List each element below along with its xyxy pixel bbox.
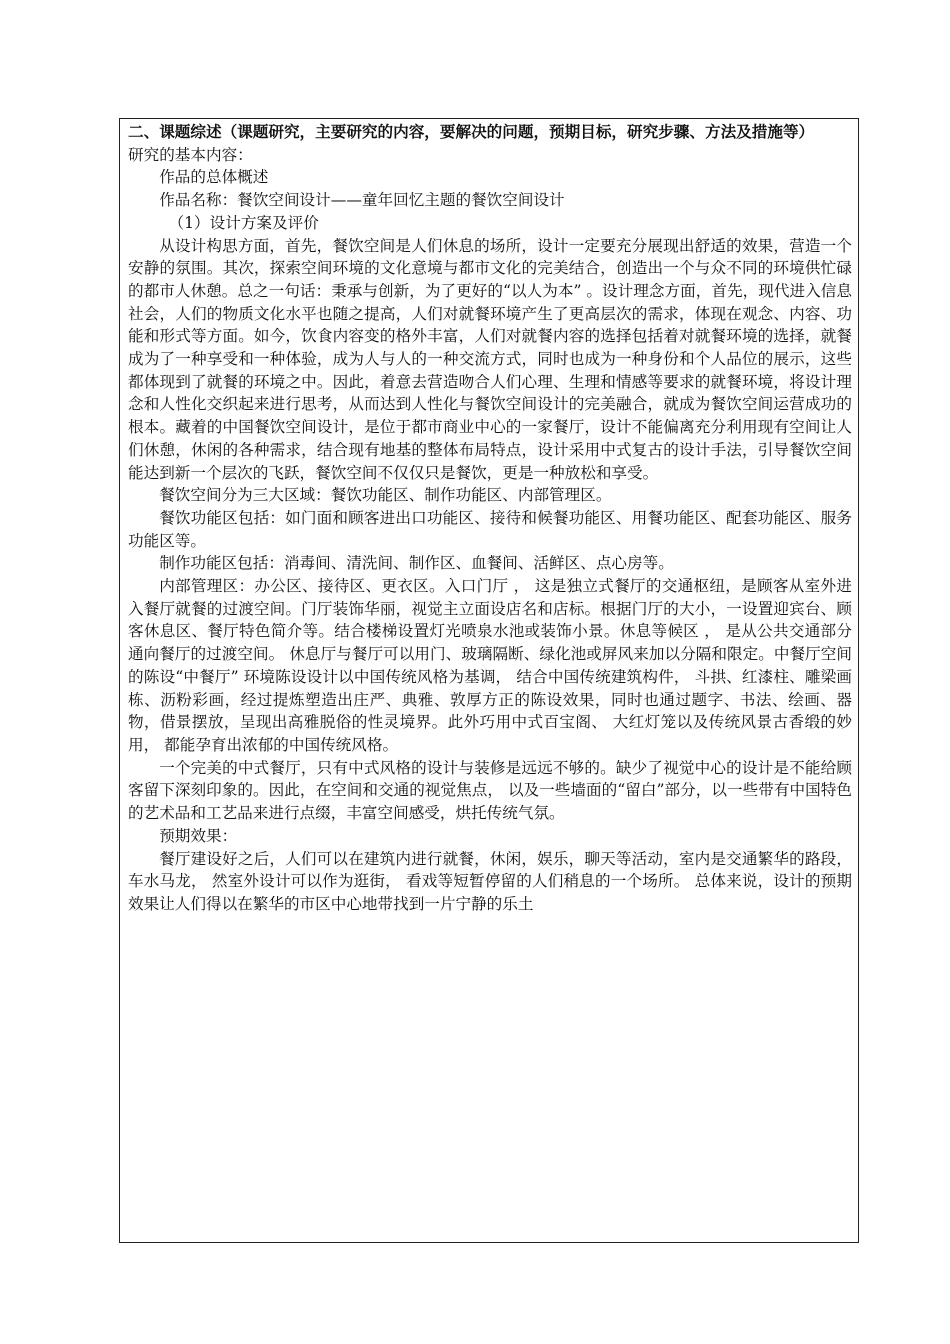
paragraph-production-zone: 制作功能区包括：消毒间、清洗间、制作区、血餐间、活鲜区、点心房等。	[159, 554, 674, 573]
document-content	[128, 121, 852, 916]
paragraph-design-concept: 从设计构思方面，首先，餐饮空间是人们休息的场所，设计一定要充分展现出舒适的效果，营造一个安静的氛围。其次，探索空间环境的文化意境与都市文化的完美结合，创造出一个与众不同的环境供忙碌的都市人休憩。总之一句话：秉承与创新，为了更好的“以人为本” 。设计理念方面，首先，现代进入信息社会，人们的物质文化水平也随之提高，人们对就餐环境产生了更高层次的需求，体现在观念、内容、功能和形式等方面。如今，饮食内容变的格外丰富，人们对就餐内容的选择包括着对就餐环境的选择，就餐成为了一种享受和一种体验，成为人与人的一种交流方式，同时也成为一种身份和个人品位的展示，这些都体现到了就餐的环境之中。因此，着意去营造吻合人们心理、生理和情感等要求的就餐环境，将设计理念和人性化交织起来进行思考，从而达到人性化与餐饮空间设计的完美融合，就成为餐饮空间运营成功的根本。藏着的中国餐饮空间设计，是位于都市商业中心的一家餐厅，设计不能偏离充分利用现有空间让人们休憩，休闲的各种需求，结合现有地基的整体布局特点，设计采用中式复古的设计手法，引导餐饮空间能达到新一个层次的飞跃，餐饮空间不仅仅只是餐饮，更是一种放松和享受。	[128, 236, 852, 482]
work-name: 作品名称：餐饮空间设计——童年回忆主题的餐饮空间设计	[159, 191, 565, 210]
paragraph-dining-zone: 餐饮功能区包括：如门面和顾客进出口功能区、接待和候餐功能区、用餐功能区、配套功能区、服务功能区等。	[128, 508, 852, 550]
design-plan-title: （1）设计方案及评价	[168, 213, 319, 232]
section-heading: 二、课题综述（课题研究，主要研究的内容，要解决的问题，预期目标，研究步骤、方法及措施等）	[128, 122, 815, 141]
paragraph-expected-effect: 餐厅建设好之后，人们可以在建筑内进行就餐，休闲，娱乐，聊天等活动，室内是交通繁华的路段， 车水马龙， 然室外设计可以作为逛街， 看戏等短暂停留的人们稍息的一个场所。 总体来说，设计的预期效果让人们得以在繁华的市区中心地带找到一片宁静的乐土	[128, 849, 852, 913]
expected-effect-label: 预期效果：	[159, 826, 238, 845]
paragraph-management-zone: 内部管理区：办公区、接待区、更衣区。入口门厅 ， 这是独立式餐厅的交通枢纽，是顾客从室外进入餐厅就餐的过渡空间。门厅装饰华丽，视觉主立面设店名和店标。根据门厅的大小，一设置迎宾台、顾客休息区、餐厅特色简介等。结合楼梯设置灯光喷泉水池或装饰小景。休息等候区 ， 是从公共交通部分通向餐厅的过渡空间。 休息厅与餐厅可以用门、玻璃隔断、绿化池或屏风来加以分隔和限定。中餐厅空间的陈设“中餐厅” 环境陈设设计以中国传统风格为基调， 结合中国传统建筑构件， 斗拱、红漆柱、雕梁画栋、沥粉彩画，经过提炼塑造出庄严、典雅、敦厚方正的陈设效果，同时也通过题字、书法、绘画、器物，借景摆放，呈现出高雅脱俗的性灵境界。此外巧用中式百宝阁、 大红灯笼以及传统风景古香缎的妙用， 都能孕育出浓郁的中国传统风格。	[128, 577, 852, 754]
overview-title: 作品的总体概述	[159, 168, 269, 187]
paragraph-visual-center: 一个完美的中式餐厅，只有中式风格的设计与装修是远远不够的。缺少了视觉中心的设计是不能给顾客留下深刻印象的。因此，在空间和交通的视觉焦点， 以及一些墙面的“留白”部分，以一些带有中国特色的艺术品和工艺品来进行点缀，丰富空间感受，烘托传统气氛。	[128, 758, 852, 823]
paragraph-three-zones: 餐饮空间分为三大区域：餐饮功能区、制作功能区、内部管理区。	[159, 486, 612, 505]
intro-label: 研究的基本内容：	[128, 145, 253, 164]
